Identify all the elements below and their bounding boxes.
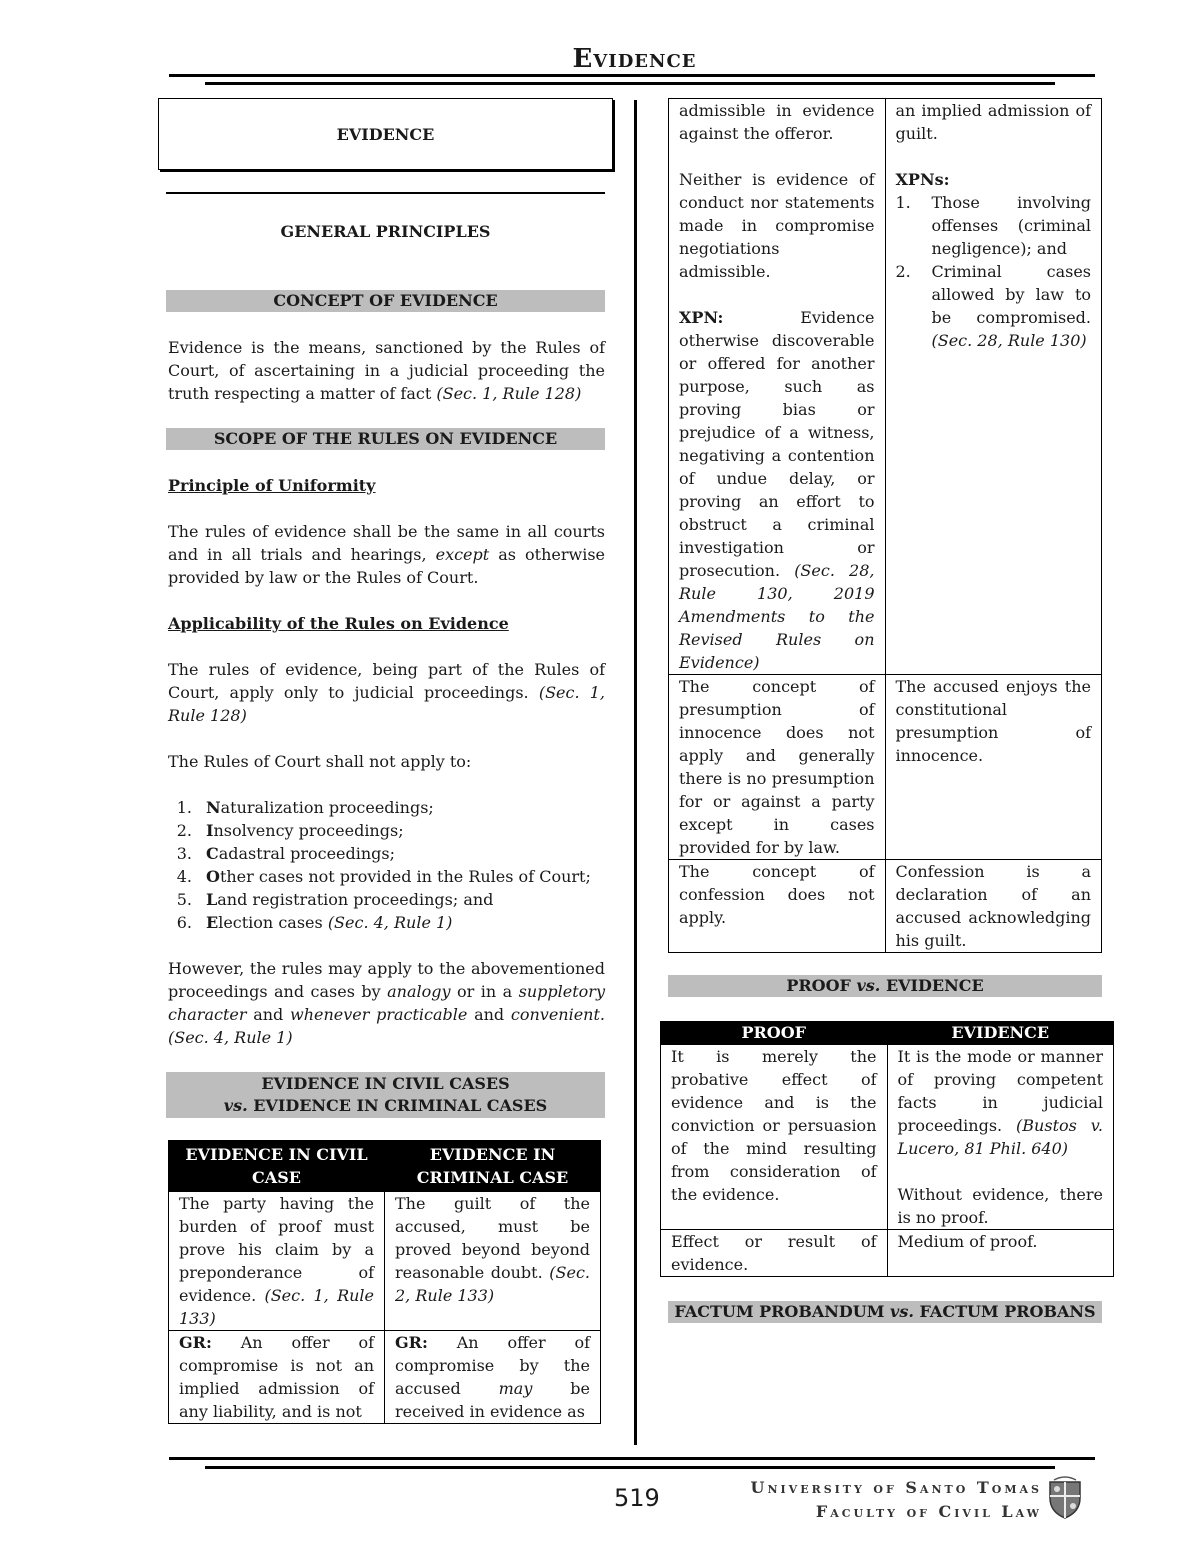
table-row	[169, 1331, 601, 1424]
table-row	[669, 860, 1102, 953]
left-column	[158, 98, 613, 1424]
section-rule	[166, 192, 605, 194]
proof-evidence-table	[660, 1021, 1114, 1277]
table-cell: Effect or result of evidence.	[661, 1230, 888, 1277]
university-name: University of Santo Tomas Faculty of Civil Law	[750, 1478, 1042, 1521]
table-cell: GR: An offer of compromise is not an implied admission of any liability, and is not	[169, 1331, 385, 1424]
general-principles-heading: GENERAL PRINCIPLES	[280, 222, 491, 241]
list-item: 4. Other cases not provided in the Rules of Court;	[176, 867, 591, 886]
page-title: Evidence	[572, 44, 697, 74]
not-apply-intro: The Rules of Court shall not apply to:	[168, 752, 472, 771]
table-cell: admissible in evidence against the offeror. Neither is evidence of conduct nor statements made in compromise negotiations admissible. XPN: Evidence otherwise discoverable or offered for another purpose, such as proving bias or prejudice of a witness, negativing a contention of undue delay, or proving an effort to obstruct a criminal investigation or prosecution. (Sec. 28, Rule 130, 2019 Amendments to the Revised Rules on Evidence)	[669, 99, 886, 675]
table-cell: Confession is a declaration of an accused acknowledging his guilt.	[885, 860, 1102, 953]
list-item: 6. Election cases (Sec. 4, Rule 1)	[176, 913, 453, 932]
footer-rule-top	[169, 1457, 1095, 1460]
list-item: 2. Criminal cases allowed by law to be compromised. (Sec. 28, Rule 130)	[895, 262, 1091, 350]
table-row	[169, 1192, 601, 1331]
civil-vs-criminal-bar: EVIDENCE IN CIVIL CASES vs. EVIDENCE IN CRIMINAL CASES	[166, 1072, 605, 1118]
table-row	[669, 675, 1102, 860]
header-rule-top	[169, 74, 1095, 77]
university-crest-icon	[1046, 1476, 1084, 1520]
concept-bar: CONCEPT OF EVIDENCE	[166, 290, 605, 312]
civil-criminal-table	[168, 1140, 601, 1424]
uniformity-heading: Principle of Uniformity	[168, 476, 376, 495]
table-cell: The accused enjoys the constitutional presumption of innocence.	[885, 675, 1102, 860]
header-rule-bottom	[205, 82, 1055, 85]
continued-table	[668, 98, 1102, 953]
proof-table-wrap	[660, 1021, 1114, 1277]
applicability-paragraph: The rules of evidence, being part of the Rules of Court, apply only to judicial proceedings. (Sec. 1, Rule 128)	[168, 660, 606, 725]
list-item: 1. Those involving offenses (criminal negligence); and	[895, 193, 1091, 258]
column-divider	[634, 100, 637, 1445]
table-cell: It is the mode or manner of proving competent facts in judicial proceedings. (Bustos v. Lucero, 81 Phil. 640) Without evidence, there is no proof.	[887, 1045, 1114, 1230]
col-header-criminal: EVIDENCE IN CRIMINAL CASE	[385, 1141, 601, 1192]
table-cell: an implied admission of guilt. XPNs: 1. Those involving offenses (criminal negligence); and 2. Criminal cases allowed by law to be compromised. (Sec. 28, Rule 130)	[885, 99, 1102, 675]
concept-paragraph: Evidence is the means, sanctioned by the Rules of Court, of ascertaining in a judicial proceeding the truth respecting a matter of fact (Sec. 1, Rule 128)	[168, 338, 605, 403]
table-cell: The concept of confession does not apply.	[669, 860, 886, 953]
applicability-heading: Applicability of the Rules on Evidence	[168, 614, 509, 633]
chapter-title-box: EVIDENCE	[158, 98, 613, 170]
however-paragraph: However, the rules may apply to the abovementioned proceedings and cases by analogy or in a suppletory character and whenever practicable and convenient. (Sec. 4, Rule 1)	[168, 959, 605, 1047]
factum-bar: FACTUM PROBANDUM vs. FACTUM PROBANS	[668, 1301, 1102, 1323]
col-header-proof: PROOF	[661, 1022, 888, 1045]
table-cell: GR: An offer of compromise by the accused may be received in evidence as	[385, 1331, 601, 1424]
table-cell: The concept of presumption of innocence does not apply and generally there is no presumption for or against a party except in cases provided for by law.	[669, 675, 886, 860]
right-column	[668, 98, 1102, 1323]
not-apply-list	[168, 796, 605, 934]
col-header-civil: EVIDENCE IN CIVIL CASE	[169, 1141, 385, 1192]
scope-bar: SCOPE OF THE RULES ON EVIDENCE	[166, 428, 605, 450]
proof-vs-evidence-bar: PROOF vs. EVIDENCE	[668, 975, 1102, 997]
col-header-evidence: EVIDENCE	[887, 1022, 1114, 1045]
page-number: 519	[614, 1484, 660, 1512]
table-cell: Medium of proof.	[887, 1230, 1114, 1277]
table-row	[661, 1230, 1114, 1277]
uniformity-paragraph: The rules of evidence shall be the same in all courts and in all trials and hearings, except as otherwise provided by law or the Rules of Court.	[168, 522, 605, 587]
list-item: 2. Insolvency proceedings;	[176, 821, 404, 840]
table-row	[661, 1045, 1114, 1230]
footer-rule-bottom	[205, 1466, 1055, 1469]
list-item: 3. Cadastral proceedings;	[176, 844, 396, 863]
list-item: 5. Land registration proceedings; and	[176, 890, 494, 909]
table-cell: It is merely the probative effect of evidence and is the conviction or persuasion of the mind resulting from consideration of the evidence.	[661, 1045, 888, 1230]
table-cell: The guilt of the accused, must be proved beyond beyond reasonable doubt. (Sec. 2, Rule 133)	[385, 1192, 601, 1331]
table-cell: The party having the burden of proof must prove his claim by a preponderance of evidence. (Sec. 1, Rule 133)	[169, 1192, 385, 1331]
list-item: 1. Naturalization proceedings;	[176, 798, 434, 817]
civil-criminal-table-wrap	[168, 1140, 601, 1424]
table-row	[669, 99, 1102, 675]
